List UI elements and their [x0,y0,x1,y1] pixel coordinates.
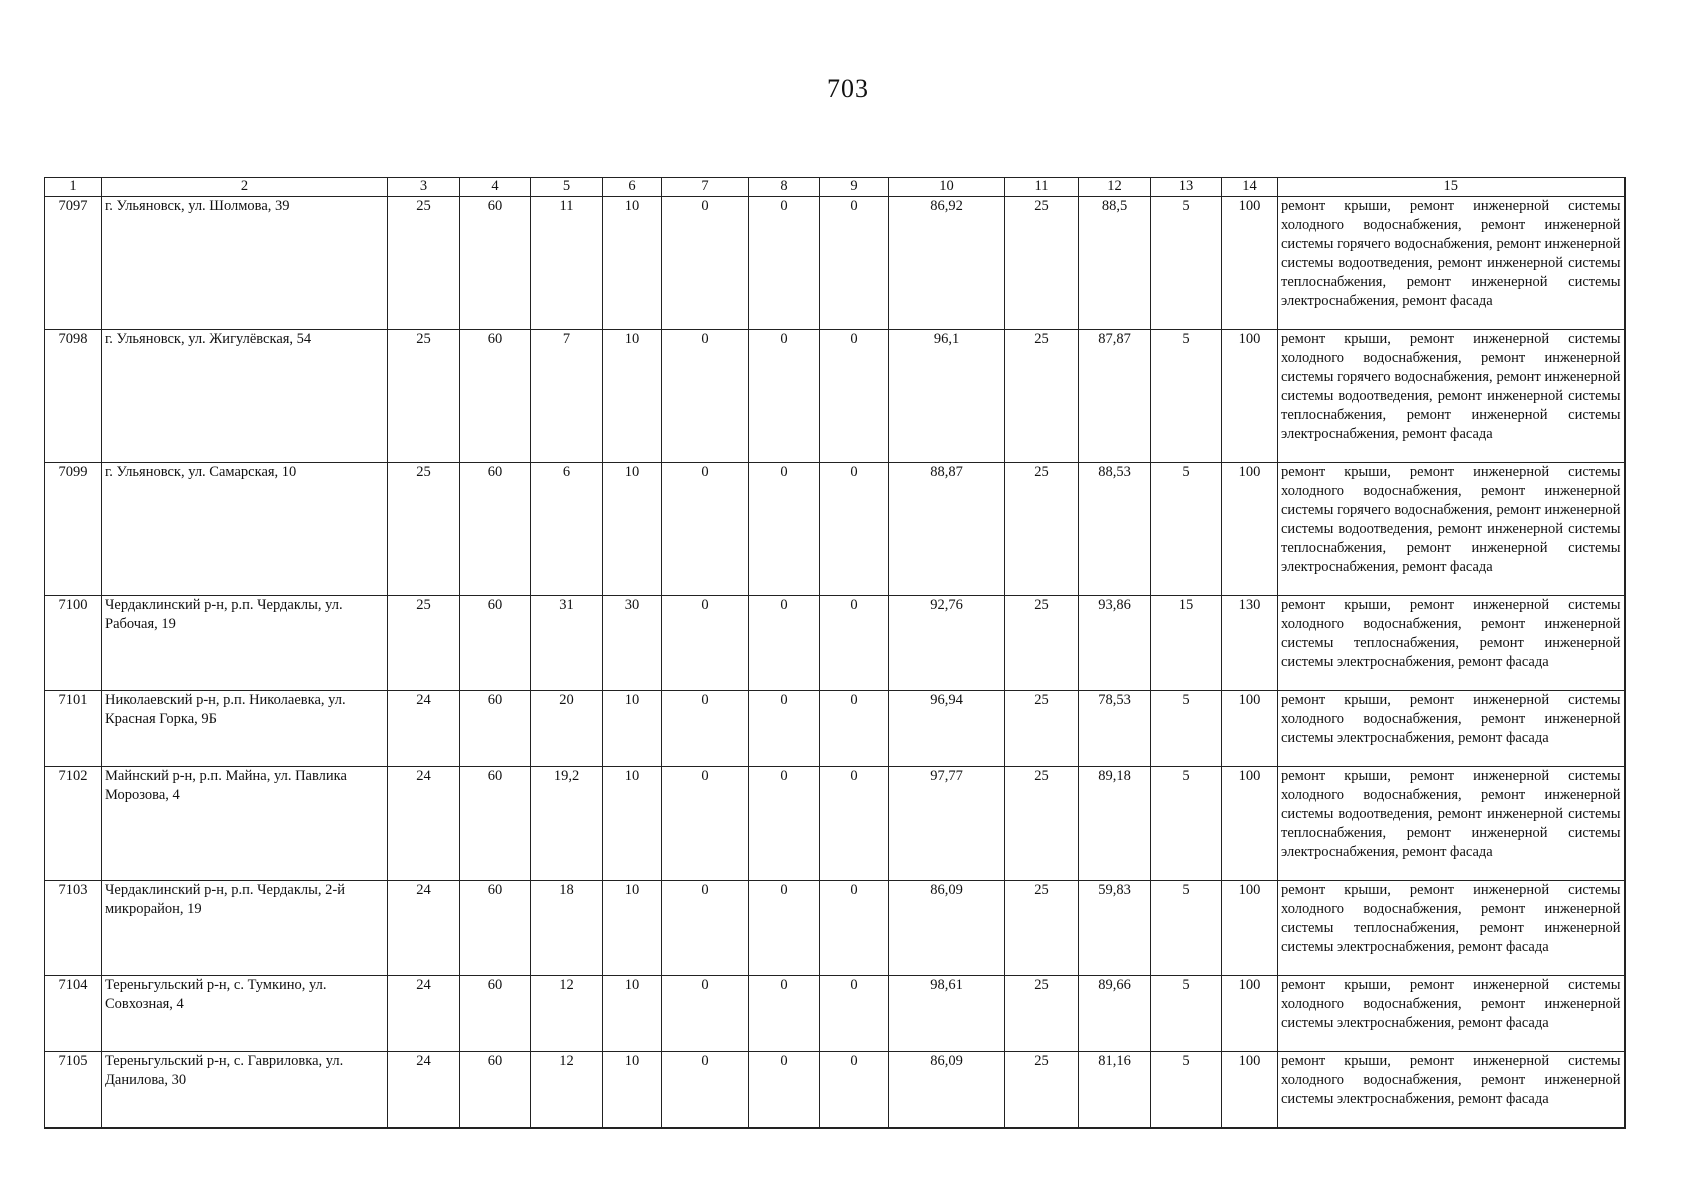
row-id: 7102 [45,767,102,881]
row-works: ремонт крыши, ремонт инженерной системы холодного водоснабжения, ремонт инженерной системы теплоснабжения, ремонт инженерной системы электроснабжения, ремонт фасада [1278,596,1625,691]
cell-c10: 86,92 [889,197,1005,330]
cell-c5: 7 [531,330,603,463]
cell-c7: 0 [662,1052,749,1128]
cell-c7: 0 [662,691,749,767]
cell-c14: 100 [1222,197,1278,330]
cell-c7: 0 [662,197,749,330]
page-number: 703 [827,74,869,103]
cell-c4: 60 [460,1052,531,1128]
table-row [45,767,1625,881]
cell-c12: 89,66 [1079,976,1151,1052]
cell-c3: 24 [388,767,460,881]
cell-c12: 88,5 [1079,197,1151,330]
cell-c13: 5 [1151,691,1222,767]
cell-c11: 25 [1005,881,1079,976]
row-address: Чердаклинский р-н, р.п. Чердаклы, ул. Рабочая, 19 [102,596,388,691]
row-address: Николаевский р-н, р.п. Николаевка, ул. Красная Горка, 9Б [102,691,388,767]
column-header: 12 [1079,178,1151,197]
row-id: 7100 [45,596,102,691]
cell-c10: 88,87 [889,463,1005,596]
column-header: 10 [889,178,1005,197]
cell-c4: 60 [460,767,531,881]
cell-c4: 60 [460,691,531,767]
cell-c10: 96,1 [889,330,1005,463]
column-header: 4 [460,178,531,197]
cell-c5: 31 [531,596,603,691]
cell-c13: 5 [1151,976,1222,1052]
cell-c12: 81,16 [1079,1052,1151,1128]
cell-c5: 20 [531,691,603,767]
row-works: ремонт крыши, ремонт инженерной системы холодного водоснабжения, ремонт инженерной системы горячего водоснабжения, ремонт инженерной системы водоотведения, ремонт инженерной системы теплоснабжения, ремонт инженерной системы электроснабжения, ремонт фасада [1278,463,1625,596]
cell-c10: 92,76 [889,596,1005,691]
cell-c8: 0 [749,976,820,1052]
row-address: Майнский р-н, р.п. Майна, ул. Павлика Морозова, 4 [102,767,388,881]
cell-c11: 25 [1005,691,1079,767]
cell-c13: 5 [1151,197,1222,330]
cell-c9: 0 [820,691,889,767]
cell-c5: 12 [531,1052,603,1128]
cell-c4: 60 [460,596,531,691]
cell-c14: 100 [1222,976,1278,1052]
row-works: ремонт крыши, ремонт инженерной системы холодного водоснабжения, ремонт инженерной системы горячего водоснабжения, ремонт инженерной системы водоотведения, ремонт инженерной системы теплоснабжения, ремонт инженерной системы электроснабжения, ремонт фасада [1278,330,1625,463]
cell-c11: 25 [1005,767,1079,881]
cell-c8: 0 [749,330,820,463]
cell-c14: 100 [1222,1052,1278,1128]
row-works: ремонт крыши, ремонт инженерной системы холодного водоснабжения, ремонт инженерной системы теплоснабжения, ремонт инженерной системы электроснабжения, ремонт фасада [1278,881,1625,976]
row-id: 7099 [45,463,102,596]
cell-c8: 0 [749,881,820,976]
cell-c6: 10 [603,197,662,330]
cell-c13: 5 [1151,330,1222,463]
table-row [45,881,1625,976]
cell-c14: 100 [1222,767,1278,881]
cell-c5: 19,2 [531,767,603,881]
cell-c4: 60 [460,463,531,596]
cell-c9: 0 [820,976,889,1052]
cell-c11: 25 [1005,976,1079,1052]
cell-c13: 15 [1151,596,1222,691]
cell-c4: 60 [460,976,531,1052]
cell-c13: 5 [1151,881,1222,976]
cell-c14: 100 [1222,691,1278,767]
cell-c10: 98,61 [889,976,1005,1052]
cell-c7: 0 [662,976,749,1052]
cell-c12: 59,83 [1079,881,1151,976]
cell-c6: 10 [603,881,662,976]
cell-c3: 24 [388,881,460,976]
cell-c7: 0 [662,767,749,881]
cell-c9: 0 [820,596,889,691]
cell-c4: 60 [460,197,531,330]
column-header: 6 [603,178,662,197]
column-header: 8 [749,178,820,197]
cell-c8: 0 [749,691,820,767]
cell-c4: 60 [460,330,531,463]
table-row [45,976,1625,1052]
cell-c12: 78,53 [1079,691,1151,767]
column-header: 14 [1222,178,1278,197]
row-address: г. Ульяновск, ул. Жигулёвская, 54 [102,330,388,463]
cell-c13: 5 [1151,767,1222,881]
column-header: 3 [388,178,460,197]
cell-c3: 25 [388,596,460,691]
cell-c3: 24 [388,691,460,767]
cell-c8: 0 [749,197,820,330]
cell-c10: 86,09 [889,881,1005,976]
cell-c9: 0 [820,767,889,881]
cell-c6: 30 [603,596,662,691]
cell-c10: 97,77 [889,767,1005,881]
column-header: 1 [45,178,102,197]
cell-c9: 0 [820,197,889,330]
row-works: ремонт крыши, ремонт инженерной системы холодного водоснабжения, ремонт инженерной системы электроснабжения, ремонт фасада [1278,691,1625,767]
row-id: 7097 [45,197,102,330]
row-id: 7105 [45,1052,102,1128]
cell-c12: 93,86 [1079,596,1151,691]
row-works: ремонт крыши, ремонт инженерной системы холодного водоснабжения, ремонт инженерной системы водоотведения, ремонт инженерной системы теплоснабжения, ремонт инженерной системы электроснабжения, ремонт фасада [1278,767,1625,881]
cell-c6: 10 [603,767,662,881]
row-address: Тереньгульский р-н, с. Гавриловка, ул. Данилова, 30 [102,1052,388,1128]
cell-c7: 0 [662,463,749,596]
repair-register-table [44,177,1626,1129]
row-address: г. Ульяновск, ул. Самарская, 10 [102,463,388,596]
cell-c11: 25 [1005,596,1079,691]
table-row [45,691,1625,767]
table-row [45,330,1625,463]
column-header: 5 [531,178,603,197]
cell-c7: 0 [662,330,749,463]
cell-c11: 25 [1005,330,1079,463]
cell-c7: 0 [662,881,749,976]
cell-c5: 6 [531,463,603,596]
row-address: Чердаклинский р-н, р.п. Чердаклы, 2-й микрорайон, 19 [102,881,388,976]
cell-c3: 25 [388,197,460,330]
cell-c6: 10 [603,691,662,767]
cell-c5: 18 [531,881,603,976]
row-address: Тереньгульский р-н, с. Тумкино, ул. Совхозная, 4 [102,976,388,1052]
cell-c3: 24 [388,976,460,1052]
cell-c4: 60 [460,881,531,976]
table-row [45,463,1625,596]
row-id: 7104 [45,976,102,1052]
cell-c12: 88,53 [1079,463,1151,596]
row-works: ремонт крыши, ремонт инженерной системы холодного водоснабжения, ремонт инженерной системы горячего водоснабжения, ремонт инженерной системы водоотведения, ремонт инженерной системы теплоснабжения, ремонт инженерной системы электроснабжения, ремонт фасада [1278,197,1625,330]
cell-c11: 25 [1005,463,1079,596]
cell-c8: 0 [749,596,820,691]
row-id: 7098 [45,330,102,463]
row-id: 7101 [45,691,102,767]
cell-c14: 100 [1222,463,1278,596]
row-works: ремонт крыши, ремонт инженерной системы холодного водоснабжения, ремонт инженерной системы электроснабжения, ремонт фасада [1278,1052,1625,1128]
table-row [45,1052,1625,1128]
cell-c3: 24 [388,1052,460,1128]
cell-c13: 5 [1151,1052,1222,1128]
cell-c6: 10 [603,976,662,1052]
cell-c3: 25 [388,463,460,596]
cell-c9: 0 [820,463,889,596]
cell-c8: 0 [749,1052,820,1128]
cell-c11: 25 [1005,197,1079,330]
cell-c5: 11 [531,197,603,330]
cell-c9: 0 [820,881,889,976]
column-header: 11 [1005,178,1079,197]
column-header: 15 [1278,178,1625,197]
cell-c8: 0 [749,463,820,596]
column-header: 2 [102,178,388,197]
cell-c12: 89,18 [1079,767,1151,881]
cell-c14: 100 [1222,881,1278,976]
column-header: 9 [820,178,889,197]
cell-c6: 10 [603,1052,662,1128]
column-header: 13 [1151,178,1222,197]
cell-c6: 10 [603,330,662,463]
row-address: г. Ульяновск, ул. Шолмова, 39 [102,197,388,330]
cell-c12: 87,87 [1079,330,1151,463]
column-header: 7 [662,178,749,197]
cell-c5: 12 [531,976,603,1052]
cell-c14: 130 [1222,596,1278,691]
cell-c10: 96,94 [889,691,1005,767]
cell-c7: 0 [662,596,749,691]
row-id: 7103 [45,881,102,976]
table-row [45,596,1625,691]
cell-c9: 0 [820,330,889,463]
row-works: ремонт крыши, ремонт инженерной системы холодного водоснабжения, ремонт инженерной системы электроснабжения, ремонт фасада [1278,976,1625,1052]
cell-c9: 0 [820,1052,889,1128]
cell-c6: 10 [603,463,662,596]
cell-c10: 86,09 [889,1052,1005,1128]
cell-c13: 5 [1151,463,1222,596]
table-row [45,197,1625,330]
column-number-row [45,178,1625,197]
cell-c3: 25 [388,330,460,463]
cell-c14: 100 [1222,330,1278,463]
cell-c8: 0 [749,767,820,881]
cell-c11: 25 [1005,1052,1079,1128]
